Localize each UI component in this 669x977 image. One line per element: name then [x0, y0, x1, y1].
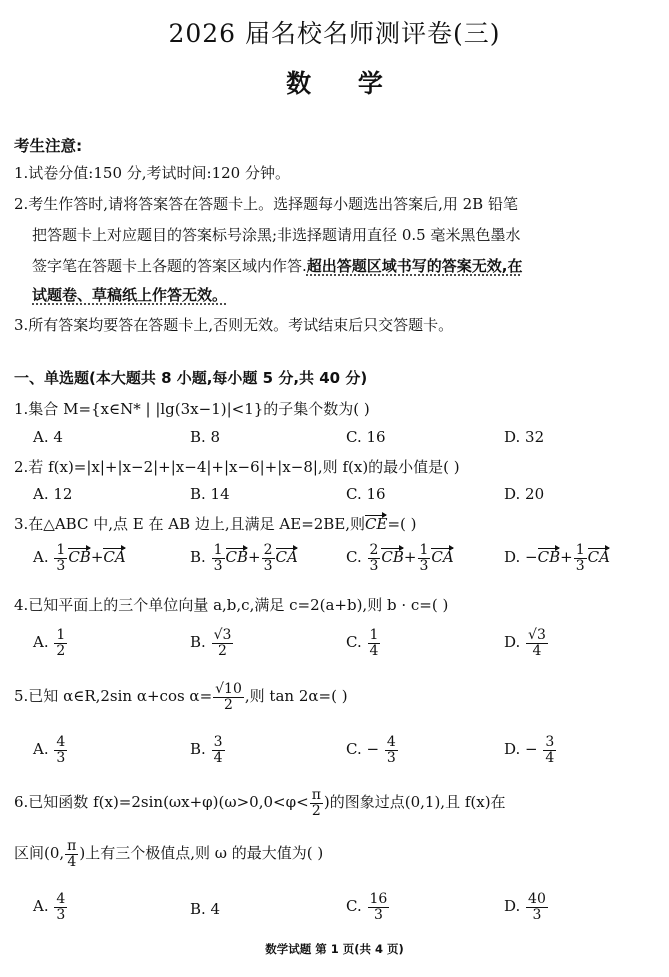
fraction-numerator: √3 — [213, 627, 232, 643]
option-label: D. — [504, 633, 521, 652]
notice-warning-2: 试题卷、草稿纸上作答无效。 — [32, 286, 228, 304]
fraction — [54, 892, 67, 922]
fraction-numerator: 1 — [369, 627, 379, 643]
fraction-numerator: 4 — [56, 891, 66, 907]
minus-sign: − — [525, 548, 538, 567]
question-2-option-b: B. 14 — [190, 485, 230, 503]
fraction — [368, 543, 381, 573]
question-5-stem-text: 5.已知 α∈R,2sin α+cos α= — [14, 687, 213, 706]
fraction-numerator: 40 — [528, 891, 546, 907]
fraction — [418, 543, 431, 573]
question-2-stem: 2.若 f(x)=|x|+|x−2|+|x−4|+|x−6|+|x−8|,则 f(x)的最小值是( ) — [14, 458, 460, 476]
page-footer: 数学试题 第 1 页(共 4 页) — [265, 942, 404, 956]
question-3-stem-text: 3.在△ABC 中,点 E 在 AB 边上,且满足 AE=2BE,则 — [14, 515, 366, 533]
vector-ca: CA — [275, 548, 298, 567]
fraction — [310, 788, 323, 818]
fraction-numerator: 3 — [213, 734, 223, 750]
fraction-numerator: 1 — [419, 542, 429, 558]
fraction — [526, 892, 548, 922]
question-5-option-d — [504, 735, 557, 765]
option-label: C. — [346, 548, 362, 567]
vector-cb: CB — [68, 548, 91, 567]
vector-cb: CB — [537, 548, 561, 567]
fraction-denominator: 3 — [213, 557, 223, 574]
fraction-denominator: 3 — [532, 906, 542, 923]
fraction-denominator: 2 — [224, 696, 233, 713]
notice-item-2-line-3 — [32, 255, 522, 276]
vector-ca: CA — [587, 548, 610, 567]
fraction — [574, 543, 587, 573]
question-3-stem-end: =( ) — [387, 515, 417, 533]
fraction-numerator: π — [67, 838, 77, 854]
fraction-numerator: √3 — [528, 627, 546, 643]
question-2-option-d: D. 20 — [504, 485, 545, 503]
option-label: D. — [504, 548, 521, 567]
fraction-numerator: 2 — [263, 542, 273, 558]
plus-sign: + — [248, 548, 261, 567]
fraction-denominator: 3 — [56, 749, 66, 766]
option-label: C. — [346, 897, 362, 916]
exam-subject: 数 学 — [286, 69, 383, 98]
notice-item-2-line-1: 2.考生作答时,请将答案答在答题卡上。选择题每小题选出答案后,用 2B 铅笔 — [14, 195, 518, 213]
question-4-stem: 4.已知平面上的三个单位向量 a,b,c,满足 c=2(a+b),则 b · c=( ) — [14, 596, 449, 614]
option-label: A. — [33, 897, 49, 916]
fraction — [212, 543, 225, 573]
notice-heading: 考生注意: — [14, 137, 83, 155]
fraction-numerator: √10 — [215, 681, 242, 697]
notice-item-2-line-4 — [32, 284, 227, 305]
option-label: C. — [346, 633, 362, 652]
fraction — [213, 682, 244, 712]
fraction-denominator: 2 — [218, 642, 227, 659]
section-heading-single-choice: 一、单选题(本大题共 8 小题,每小题 5 分,共 40 分) — [14, 369, 368, 387]
question-6-stem-line-1 — [14, 788, 506, 818]
question-1-option-c: C. 16 — [346, 428, 386, 446]
fraction-denominator: 3 — [419, 557, 429, 574]
fraction — [212, 735, 225, 765]
fraction-denominator: 3 — [56, 557, 66, 574]
question-6-option-c — [346, 892, 390, 922]
option-label: B. — [190, 633, 206, 652]
exam-title: 2026 届名校名师测评卷(三) — [168, 19, 501, 48]
fraction-denominator: 3 — [386, 749, 396, 766]
plus-sign: + — [403, 548, 417, 567]
fraction — [543, 735, 556, 765]
question-3-option-c — [346, 543, 454, 573]
fraction-denominator: 4 — [369, 642, 379, 659]
question-6-stem-text: 区间(0, — [14, 844, 65, 863]
question-3-option-d — [504, 543, 610, 573]
option-label: A. — [33, 548, 49, 567]
fraction-numerator: 3 — [545, 734, 555, 750]
vector-cb: CB — [225, 548, 248, 567]
question-6-stem-end: )的图象过点(0,1),且 f(x)在 — [323, 793, 506, 812]
fraction-numerator: 1 — [575, 542, 585, 558]
notice-item-3: 3.所有答案均要答在答题卡上,否则无效。考试结束后只交答题卡。 — [14, 316, 454, 334]
fraction — [385, 735, 398, 765]
fraction-numerator: 4 — [386, 734, 396, 750]
question-5-option-c — [346, 735, 399, 765]
notice-item-2-line-3-plain: 签字笔在答题卡上各题的答案区域内作答. — [32, 257, 307, 275]
option-label: A. — [33, 633, 49, 652]
vector-ce: CE — [365, 515, 388, 533]
fraction-denominator: 4 — [213, 749, 223, 766]
fraction-numerator: 1 — [56, 542, 66, 558]
notice-item-1: 1.试卷分值:150 分,考试时间:120 分钟。 — [14, 164, 290, 182]
question-1-option-a: A. 4 — [33, 428, 63, 446]
fraction-numerator: 16 — [369, 891, 388, 907]
question-4-option-a — [33, 628, 68, 658]
plus-sign: + — [560, 548, 573, 567]
question-5-option-a — [33, 735, 68, 765]
question-4-option-b — [190, 628, 234, 658]
question-5-option-b — [190, 735, 226, 765]
fraction-denominator: 3 — [263, 557, 273, 574]
fraction-denominator: 3 — [575, 557, 585, 574]
fraction-denominator: 3 — [369, 557, 379, 574]
fraction-denominator: 4 — [67, 853, 77, 870]
fraction-denominator: 3 — [373, 906, 383, 923]
question-3-option-a — [33, 543, 126, 573]
option-label: B. — [190, 548, 206, 567]
fraction — [54, 628, 67, 658]
fraction — [262, 543, 275, 573]
fraction — [368, 628, 381, 658]
question-3-option-b — [190, 543, 298, 573]
question-1-option-b: B. 8 — [190, 428, 221, 446]
fraction — [65, 839, 78, 869]
question-5-stem — [14, 682, 348, 712]
question-6-stem-text: 6.已知函数 f(x)=2sin(ωx+φ)(ω>0,0<φ< — [14, 793, 309, 812]
fraction-denominator: 3 — [56, 906, 66, 923]
fraction — [212, 628, 234, 658]
option-label: B. — [190, 740, 206, 759]
question-6-option-d — [504, 892, 549, 922]
notice-warning-1: 超出答题区域书写的答案无效,在 — [306, 257, 523, 275]
question-2-option-c: C. 16 — [346, 485, 386, 503]
fraction-denominator: 2 — [56, 642, 66, 659]
vector-ca: CA — [103, 548, 126, 567]
fraction-denominator: 2 — [311, 802, 321, 819]
option-label: D. − — [504, 740, 538, 759]
question-5-stem-end: ,则 tan 2α=( ) — [244, 687, 348, 706]
fraction — [368, 892, 390, 922]
fraction — [54, 735, 67, 765]
fraction — [526, 628, 548, 658]
option-label: D. — [504, 897, 521, 916]
option-label: C. − — [346, 740, 380, 759]
fraction-denominator: 4 — [532, 642, 542, 659]
question-6-stem-line-2 — [14, 839, 323, 869]
question-6-stem-end: )上有三个极值点,则 ω 的最大值为( ) — [79, 844, 324, 863]
notice-item-2-line-2: 把答题卡上对应题目的答案标号涂黑;非选择题请用直径 0.5 毫米黑色墨水 — [32, 226, 521, 244]
fraction-numerator: 2 — [369, 542, 379, 558]
question-4-option-d — [504, 628, 549, 658]
question-4-option-c — [346, 628, 381, 658]
vector-ca: CA — [431, 548, 454, 567]
option-label: A. — [33, 740, 49, 759]
question-1-stem: 1.集合 M={x∈N* | |lg(3x−1)|<1}的子集个数为( ) — [14, 400, 370, 418]
vector-cb: CB — [381, 548, 404, 567]
fraction-numerator: π — [311, 787, 321, 803]
question-6-option-a — [33, 892, 68, 922]
fraction-numerator: 1 — [56, 627, 66, 643]
plus-sign: + — [90, 548, 104, 567]
question-1-option-d: D. 32 — [504, 428, 545, 446]
question-6-option-b: B. 4 — [190, 900, 221, 918]
fraction-numerator: 1 — [213, 542, 223, 558]
fraction-numerator: 4 — [56, 734, 66, 750]
question-2-option-a: A. 12 — [33, 485, 73, 503]
fraction — [54, 543, 67, 573]
question-3-stem — [14, 513, 417, 534]
fraction-denominator: 4 — [545, 749, 555, 766]
